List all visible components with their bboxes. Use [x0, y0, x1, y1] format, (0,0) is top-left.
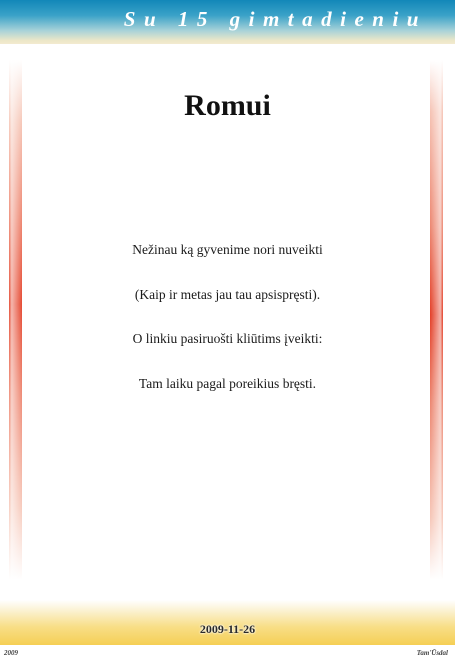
footer-left-note: 2009	[4, 649, 18, 657]
poem-line: Nežinau ką gyvenime nori nuveikti	[132, 242, 323, 257]
poem-line: (Kaip ir metas jau tau apsispręsti).	[134, 286, 321, 302]
banner-title: Su 15 gimtadieniu	[123, 7, 427, 31]
date-label: 2009-11-26	[199, 622, 256, 636]
poem	[0, 240, 455, 418]
page-title: Romui	[184, 89, 271, 122]
poem-line: O linkiu pasiruošti kliūtims įveikti:	[132, 331, 323, 346]
bottom-banner	[0, 600, 455, 645]
poem-line: Tam laiku pagal poreikius bręsti.	[138, 375, 317, 391]
top-banner	[0, 0, 455, 44]
footer-right-note: Tam'Ūsdal	[416, 649, 448, 657]
